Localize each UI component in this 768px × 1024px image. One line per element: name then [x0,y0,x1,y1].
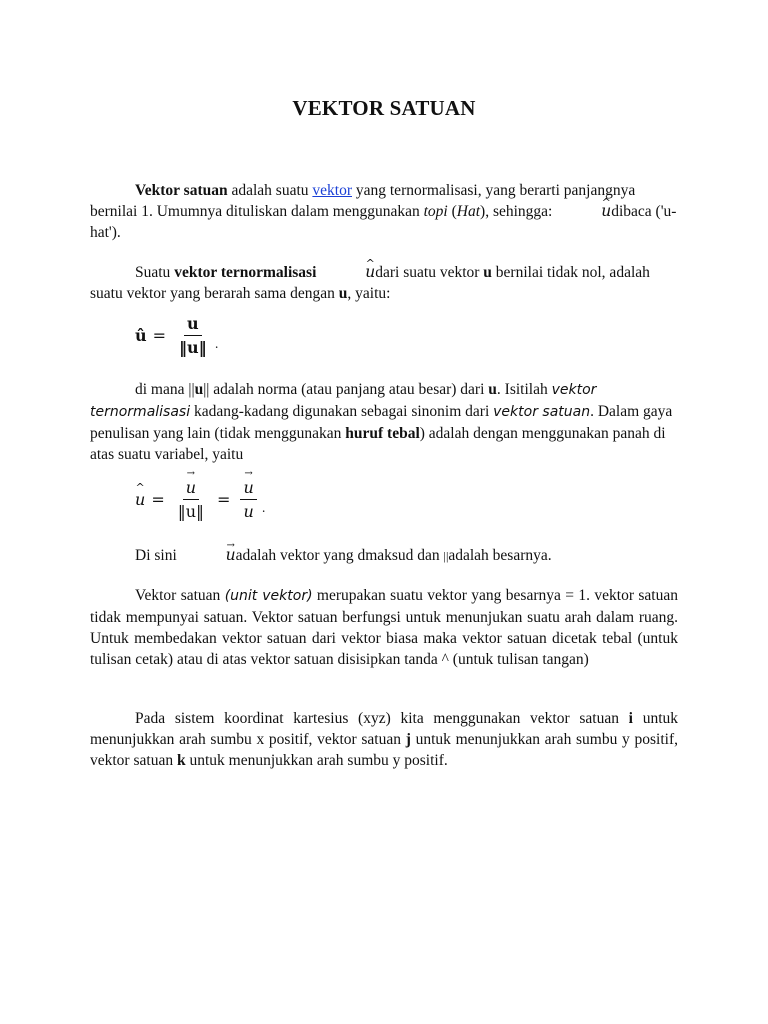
u-hat-symbol: ^ u [320,262,375,283]
page-title: VEKTOR SATUAN [292,96,476,120]
paragraph-unit-vector: Vektor satuan (unit vektor) merupakan suatu vektor yang besarnya = 1. vektor satuan tidak mempunyai satuan. Vektor satuan berfungsi untuk menunjukan suatu arah dalam ruang. Untuk membedakan vektor satuan dari vektor biasa maka vektor satuan dicetak tebal (untuk tulisan cetak) atau di atas vektor satuan disisipkan tanda ^ (untuk tulisan tangan) [90,587,678,668]
paragraph-cartesian: Pada sistem koordinat kartesius (xyz) kita menggunakan vektor satuan i untuk menunjukkan arah sumbu x positif, vektor satuan j untuk menunjukkan arah sumbu y positif, vektor satuan k untuk menunjukkan arah sumbu y positif. [90,710,678,769]
paragraph-disini: Di sini → uadalah vektor yang dmaksud dan ||adalah besarnya. [90,545,678,567]
paragraph-norm: di mana ||u|| adalah norma (atau panjang atau besar) dari u. Isitilah vektor ternormalisasi kadang-kadang digunakan sebagai sinonim dari vektor satuan. Dalam gaya penulisan yang lain (tidak menggunakan huruf tebal) adalah dengan menggunakan panah di atas suatu variabel, yaitu [90,381,673,463]
formula-unit-vector-arrow: ^ u = → $\frac{u}{‖u‖}$ = → $\frac{u}{u}$ . [135,478,266,521]
formula2-fraction-1: → $\frac{u}{‖u‖}$ [175,478,207,521]
paragraph-normalized: Suatu vektor ternormalisasi ^ udari suatu vektor u bernilai tidak nol, adalah suatu vektor yang berarah sama dengan u, yaitu: [90,262,678,304]
formula-unit-vector-bold: û = $\frac{u}{‖u‖}$ . [135,314,219,357]
vektor-link[interactable]: vektor [312,182,352,199]
u-hat-symbol: ^ u [556,201,611,222]
norm-symbol: || [443,549,449,563]
formula-fraction: $\frac{u}{‖u‖}$ [179,314,207,357]
paragraph-definition: Vektor satuan adalah suatu vektor yang ternormalisasi, yang berarti panjangnya bernilai 1. Umumnya dituliskan dalam menggunakan topi (Hat), sehingga: ^ udibaca ('u-hat'). [90,180,678,243]
formula2-lhs: ^ u [135,490,145,509]
formula2-fraction-2: → $\frac{u}{u}$ [240,478,256,521]
u-arrow-symbol: → u [181,545,236,566]
bold-term: Vektor satuan [135,182,228,199]
formula-lhs: û [135,326,147,345]
